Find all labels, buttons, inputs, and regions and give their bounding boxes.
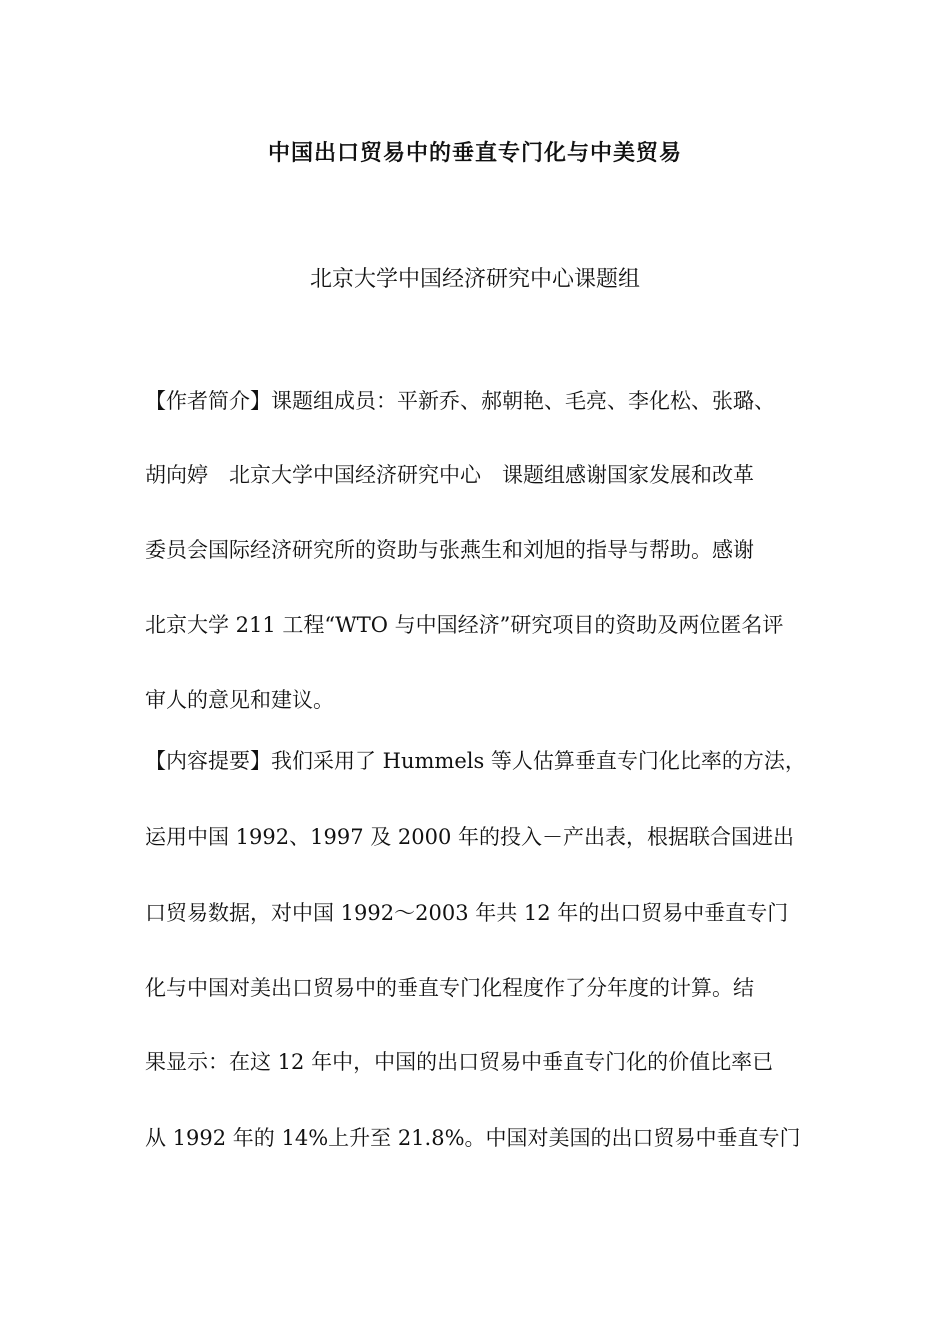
abstract-line: 口贸易数据，对中国 1992～2003 年共 12 年的出口贸易中垂直专门 (145, 901, 789, 925)
document-author: 北京大学中国经济研究中心课题组 (309, 267, 640, 292)
author-intro-line: 【作者简介】课题组成员：平新乔、郝朝艳、毛亮、李化松、张璐、 (145, 389, 775, 413)
abstract-line: 运用中国 1992、1997 及 2000 年的投入－产出表，根据联合国进出 (145, 825, 795, 849)
author-intro-line: 委员会国际经济研究所的资助与张燕生和刘旭的指导与帮助。感谢 (145, 538, 754, 562)
abstract-line: 【内容提要】我们采用了 Hummels 等人估算垂直专门化比率的方法， (145, 749, 806, 773)
author-intro-line: 审人的意见和建议。 (145, 688, 334, 712)
author-intro-line: 北京大学 211 工程“WTO 与中国经济”研究项目的资助及两位匿名评 (145, 613, 784, 637)
abstract-line: 化与中国对美出口贸易中的垂直专门化程度作了分年度的计算。结 (145, 976, 754, 1000)
author-intro-line: 胡向婷 北京大学中国经济研究中心 课题组感谢国家发展和改革 (145, 463, 754, 487)
abstract-line: 果显示：在这 12 年中，中国的出口贸易中垂直专门化的价值比率已 (145, 1050, 774, 1074)
abstract-line: 从 1992 年的 14%上升至 21.8%。中国对美国的出口贸易中垂直专门 (145, 1126, 801, 1150)
document-title: 中国出口贸易中的垂直专门化与中美贸易 (267, 140, 682, 166)
